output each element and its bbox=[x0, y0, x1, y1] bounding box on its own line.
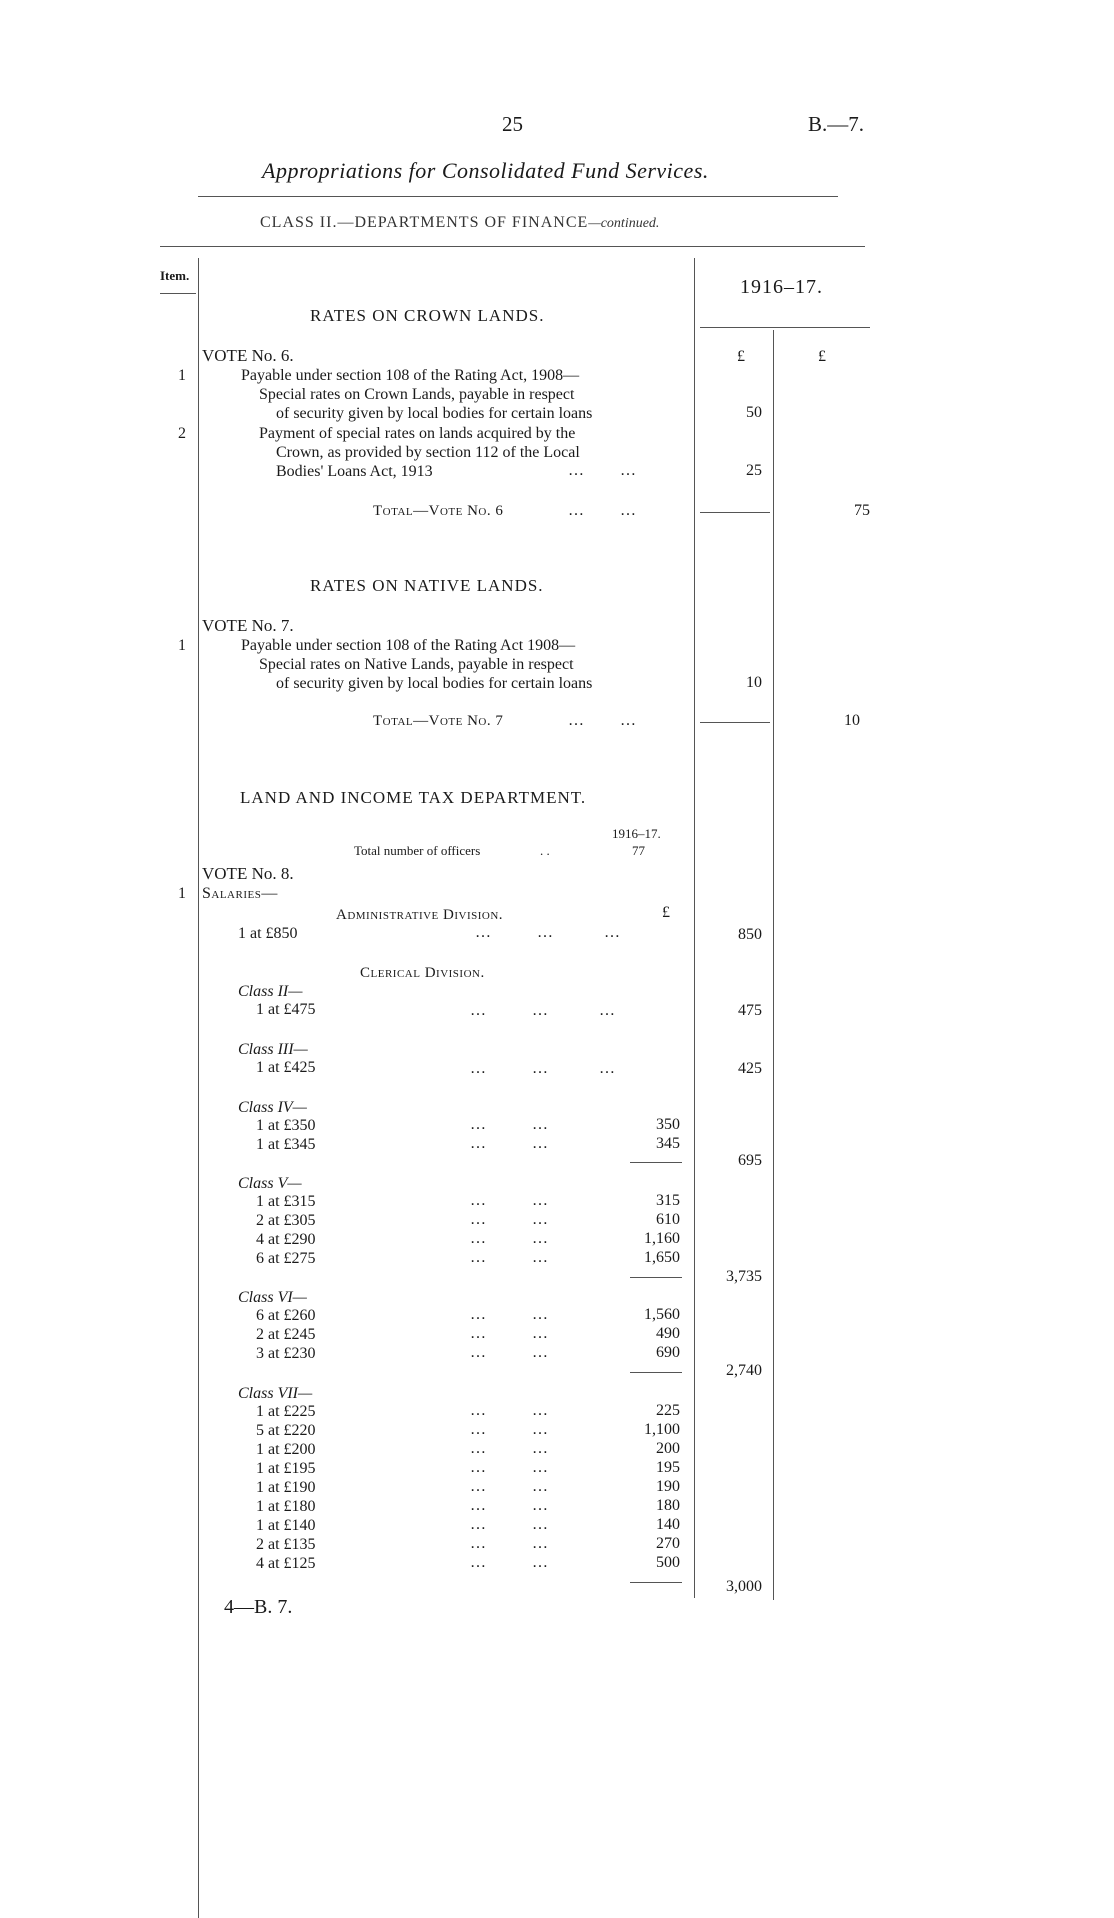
amount-column-divider bbox=[694, 258, 695, 1598]
officers-label: Total number of officers bbox=[354, 843, 481, 858]
grade-amount: 190 bbox=[656, 1478, 680, 1495]
item-text-line: of security given by local bodies for certain loans bbox=[276, 405, 593, 422]
grade-line: 3 at £230 bbox=[256, 1345, 316, 1362]
amount-value: 50 bbox=[746, 404, 762, 421]
vote-8-heading: VOTE No. 8. bbox=[202, 864, 294, 883]
grade-line: 1 at £425 bbox=[256, 1059, 316, 1076]
leader-dots: … … bbox=[470, 1306, 549, 1323]
leader-dots: … … bbox=[470, 1230, 549, 1247]
grade-line: 2 at £245 bbox=[256, 1326, 316, 1343]
item-text-line: Bodies' Loans Act, 1913 bbox=[276, 463, 433, 480]
amount-value: 25 bbox=[746, 462, 762, 479]
grade-line: 1 at £195 bbox=[256, 1460, 316, 1477]
grade-line: 1 at £315 bbox=[256, 1193, 316, 1210]
item-text-line: of security given by local bodies for certain loans bbox=[276, 675, 593, 692]
item-number: 1 bbox=[178, 367, 186, 384]
class-total: 3,000 bbox=[726, 1578, 762, 1595]
subtotal-rule bbox=[630, 1372, 682, 1373]
heading-rule bbox=[198, 196, 838, 197]
subtotal-rule bbox=[700, 512, 770, 513]
page-footer: 4—B. 7. bbox=[224, 1596, 293, 1618]
admin-pound-sign: £ bbox=[662, 904, 670, 921]
grade-line: 2 at £305 bbox=[256, 1212, 316, 1229]
grade-amount: 500 bbox=[656, 1554, 680, 1571]
class-heading-continued: —continued. bbox=[588, 216, 660, 231]
leader-dots: … … bbox=[470, 1497, 549, 1514]
year-header-rule bbox=[700, 327, 870, 328]
leader-dots: . . bbox=[540, 843, 550, 858]
item-number: 2 bbox=[178, 425, 186, 442]
item-text-line: Special rates on Crown Lands, payable in respect bbox=[259, 386, 575, 403]
leader-dots: … … bbox=[470, 1192, 549, 1209]
item-text-line: Payable under section 108 of the Rating Act 1908— bbox=[241, 637, 576, 654]
class-heading-text: CLASS II.—DEPARTMENTS OF FINANCE bbox=[260, 214, 589, 231]
section-heading-native-lands: RATES ON NATIVE LANDS. bbox=[310, 576, 544, 595]
document-reference: B.—7. bbox=[808, 112, 865, 136]
salaries-heading: Salaries— bbox=[202, 885, 278, 902]
grade-line: 1 at £200 bbox=[256, 1441, 316, 1458]
class-label: Class III— bbox=[238, 1041, 308, 1058]
grade-line: 1 at £190 bbox=[256, 1479, 316, 1496]
grade-amount: 200 bbox=[656, 1440, 680, 1457]
grade-amount: 1,560 bbox=[644, 1306, 680, 1323]
grade-line: 1 at £850 bbox=[238, 925, 298, 942]
administrative-division-heading: Administrative Division. bbox=[336, 907, 504, 923]
grade-line: 6 at £260 bbox=[256, 1307, 316, 1324]
leader-dots: … … bbox=[568, 502, 637, 519]
page-heading: Appropriations for Consolidated Fund Services. bbox=[262, 158, 709, 183]
page-number: 25 bbox=[502, 112, 523, 136]
grade-line: 1 at £225 bbox=[256, 1403, 316, 1420]
leader-dots: … … … bbox=[475, 924, 621, 941]
leader-dots: … … bbox=[470, 1478, 549, 1495]
table-top-rule bbox=[160, 246, 865, 247]
vote-7-heading: VOTE No. 7. bbox=[202, 616, 294, 635]
grade-amount: 315 bbox=[656, 1192, 680, 1209]
class-label: Class VI— bbox=[238, 1289, 307, 1306]
total-column-divider bbox=[773, 330, 774, 1600]
grade-amount: 1,650 bbox=[644, 1249, 680, 1266]
item-text-line: Crown, as provided by section 112 of the Local bbox=[276, 444, 580, 461]
leader-dots: … … bbox=[470, 1421, 549, 1438]
grade-amount: 140 bbox=[656, 1516, 680, 1533]
grade-amount: 345 bbox=[656, 1135, 680, 1152]
admin-total: 850 bbox=[738, 926, 762, 943]
item-column-divider bbox=[198, 258, 199, 1918]
grade-line: 1 at £475 bbox=[256, 1001, 316, 1018]
vote-6-heading: VOTE No. 6. bbox=[202, 346, 294, 365]
class-label: Class II— bbox=[238, 983, 303, 1000]
officers-count: 77 bbox=[632, 843, 645, 858]
leader-dots: … … bbox=[470, 1535, 549, 1552]
item-text-line: Special rates on Native Lands, payable in respect bbox=[259, 656, 574, 673]
class-total: 2,740 bbox=[726, 1362, 762, 1379]
grade-amount: 225 bbox=[656, 1402, 680, 1419]
leader-dots: … … … bbox=[470, 1060, 616, 1077]
leader-dots: … … bbox=[470, 1402, 549, 1419]
leader-dots: … … bbox=[470, 1116, 549, 1133]
amount-value: 10 bbox=[746, 674, 762, 691]
leader-dots: … … bbox=[568, 712, 637, 729]
grade-line: 4 at £125 bbox=[256, 1555, 316, 1572]
class-label: Class IV— bbox=[238, 1099, 307, 1116]
section-heading-land-tax: LAND AND INCOME TAX DEPARTMENT. bbox=[240, 788, 587, 807]
leader-dots: … … bbox=[470, 1554, 549, 1571]
grade-amount: 350 bbox=[656, 1116, 680, 1133]
grade-amount: 690 bbox=[656, 1344, 680, 1361]
grade-line: 5 at £220 bbox=[256, 1422, 316, 1439]
leader-dots: … … bbox=[470, 1249, 549, 1266]
grade-amount: 270 bbox=[656, 1535, 680, 1552]
grade-line: 6 at £275 bbox=[256, 1250, 316, 1267]
item-number: 1 bbox=[178, 637, 186, 654]
item-number: 1 bbox=[178, 885, 186, 902]
class-total: 475 bbox=[738, 1002, 762, 1019]
subtotal-rule bbox=[630, 1162, 682, 1163]
class-label: Class VII— bbox=[238, 1385, 313, 1402]
item-text-line: Payment of special rates on lands acquired by the bbox=[259, 425, 576, 442]
leader-dots: … … bbox=[568, 462, 637, 479]
grade-amount: 1,100 bbox=[644, 1421, 680, 1438]
vote-7-total-label: Total—Vote No. 7 bbox=[373, 713, 504, 729]
class-heading bbox=[260, 214, 659, 232]
grade-line: 1 at £140 bbox=[256, 1517, 316, 1534]
grade-line: 4 at £290 bbox=[256, 1231, 316, 1248]
vote-7-total: 10 bbox=[844, 712, 860, 729]
leader-dots: … … bbox=[470, 1325, 549, 1342]
subtotal-rule bbox=[700, 722, 770, 723]
class-label: Class V— bbox=[238, 1175, 302, 1192]
vote-6-total: 75 bbox=[854, 502, 870, 519]
leader-dots: … … bbox=[470, 1516, 549, 1533]
grade-amount: 1,160 bbox=[644, 1230, 680, 1247]
year-column-header: 1916–17. bbox=[740, 276, 823, 298]
subtotal-rule bbox=[630, 1582, 682, 1583]
officers-year: 1916–17. bbox=[612, 826, 661, 841]
grade-amount: 180 bbox=[656, 1497, 680, 1514]
pound-header-1: £ bbox=[737, 348, 745, 365]
pound-header-2: £ bbox=[818, 348, 826, 365]
clerical-division-heading: Clerical Division. bbox=[360, 965, 485, 981]
class-total: 3,735 bbox=[726, 1268, 762, 1285]
class-total: 425 bbox=[738, 1060, 762, 1077]
leader-dots: … … bbox=[470, 1440, 549, 1457]
vote-6-total-label: Total—Vote No. 6 bbox=[373, 503, 504, 519]
item-header-rule bbox=[160, 293, 196, 294]
leader-dots: … … … bbox=[470, 1002, 616, 1019]
grade-line: 1 at £350 bbox=[256, 1117, 316, 1134]
grade-line: 1 at £180 bbox=[256, 1498, 316, 1515]
section-heading-crown-lands: RATES ON CROWN LANDS. bbox=[310, 306, 545, 325]
leader-dots: … … bbox=[470, 1459, 549, 1476]
grade-amount: 490 bbox=[656, 1325, 680, 1342]
leader-dots: … … bbox=[470, 1211, 549, 1228]
grade-line: 1 at £345 bbox=[256, 1136, 316, 1153]
item-text-line: Payable under section 108 of the Rating Act, 1908— bbox=[241, 367, 580, 384]
leader-dots: … … bbox=[470, 1135, 549, 1152]
leader-dots: … … bbox=[470, 1344, 549, 1361]
class-total: 695 bbox=[738, 1152, 762, 1169]
grade-line: 2 at £135 bbox=[256, 1536, 316, 1553]
grade-amount: 195 bbox=[656, 1459, 680, 1476]
subtotal-rule bbox=[630, 1277, 682, 1278]
grade-amount: 610 bbox=[656, 1211, 680, 1228]
item-column-header: Item. bbox=[160, 268, 190, 283]
